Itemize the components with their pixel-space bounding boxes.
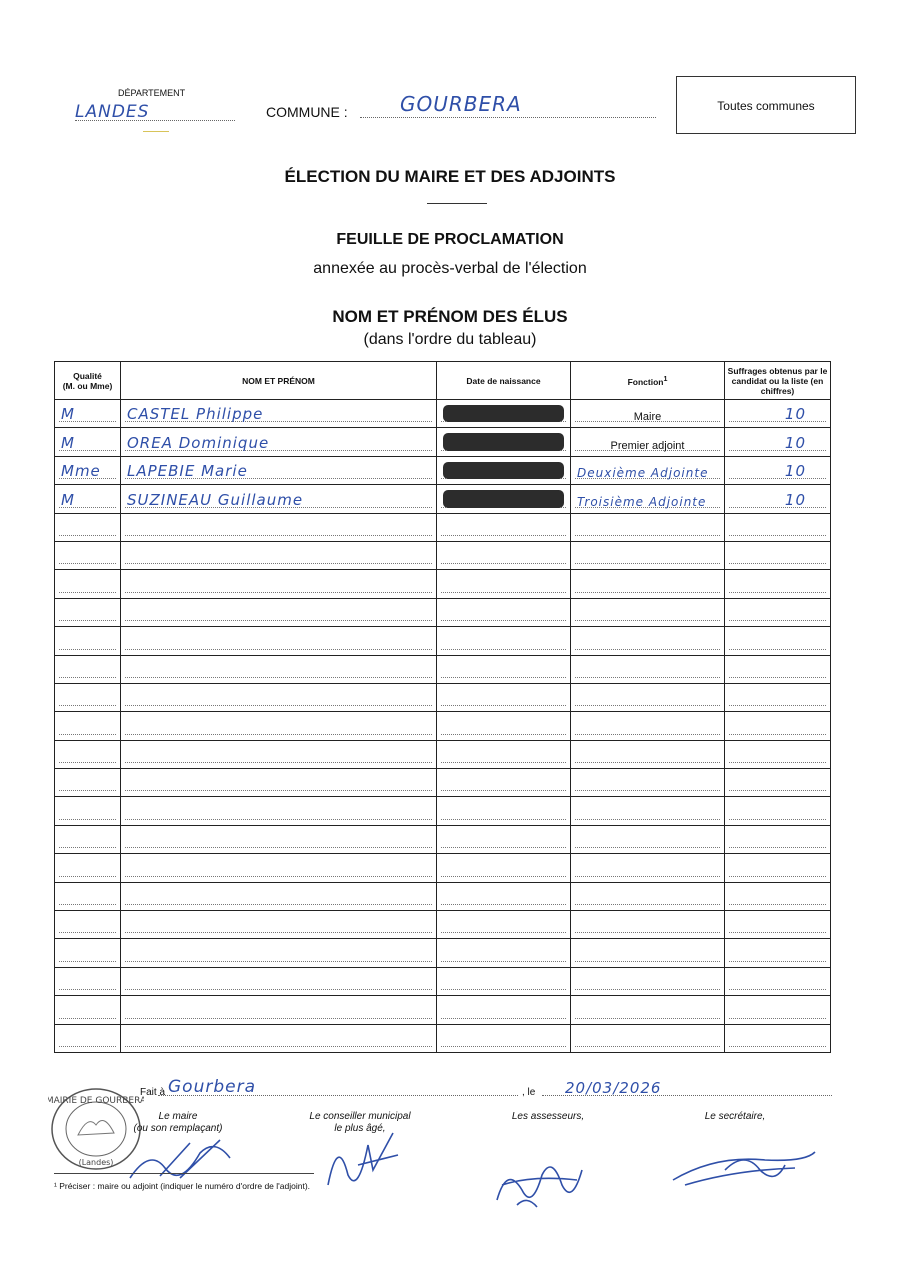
cell-fonction	[571, 627, 725, 655]
cell-date	[437, 570, 571, 598]
suffrages-value: 10	[784, 405, 806, 424]
cell-date	[437, 513, 571, 541]
cell-date	[437, 683, 571, 711]
cell-suffrages	[725, 428, 831, 456]
table-row-empty	[55, 513, 831, 541]
table-row-empty	[55, 882, 831, 910]
cell-qualite	[55, 570, 121, 598]
redaction-mark	[443, 462, 564, 479]
table-row-empty	[55, 541, 831, 569]
cell-nom	[121, 712, 437, 740]
cell-suffrages	[725, 854, 831, 882]
suffrages-value: 10	[784, 490, 806, 509]
cell-fonction	[571, 939, 725, 967]
fonction-value: Troisième Adjointe	[577, 494, 707, 509]
nom-value: CASTEL Philippe	[127, 405, 264, 424]
cell-qualite	[55, 882, 121, 910]
departement-mark	[143, 131, 169, 132]
cell-fonction	[571, 570, 725, 598]
cell-date	[437, 939, 571, 967]
elus-table	[54, 361, 831, 1053]
cell-fonction	[571, 655, 725, 683]
table-row-empty	[55, 797, 831, 825]
fait-label: Fait à	[140, 1087, 166, 1098]
cell-qualite	[55, 967, 121, 995]
cell-nom	[121, 598, 437, 626]
cell-date	[437, 428, 571, 456]
departement-label: DÉPARTEMENT	[118, 88, 186, 98]
cell-date	[437, 769, 571, 797]
table-row-empty	[55, 598, 831, 626]
cell-fonction	[571, 854, 725, 882]
cell-nom	[121, 627, 437, 655]
cell-nom	[121, 456, 437, 484]
departement-underline	[75, 120, 235, 121]
conseiller-signature	[318, 1125, 408, 1200]
annexe-subtitle: annexée au procès-verbal de l'élection	[313, 260, 587, 277]
cell-suffrages	[725, 882, 831, 910]
ordre-subtitle: (dans l'ordre du tableau)	[363, 331, 537, 348]
fait-underline	[158, 1095, 518, 1096]
cell-nom	[121, 911, 437, 939]
table-row-empty	[55, 570, 831, 598]
cell-qualite	[55, 541, 121, 569]
cell-nom	[121, 939, 437, 967]
cell-fonction	[571, 797, 725, 825]
qualite-value: M	[61, 433, 75, 452]
cell-suffrages	[725, 513, 831, 541]
header-nom: NOM ET PRÉNOM	[121, 362, 437, 400]
cell-suffrages	[725, 740, 831, 768]
maire-signature-label: Le maire (ou son remplaçant)	[133, 1111, 223, 1134]
cell-date	[437, 627, 571, 655]
qualite-value: M	[61, 405, 75, 424]
cell-nom	[121, 513, 437, 541]
cell-fonction	[571, 400, 725, 428]
cell-date	[437, 541, 571, 569]
table-row	[55, 485, 831, 513]
table-row-empty	[55, 683, 831, 711]
departement-value: LANDES	[75, 102, 150, 122]
secretaire-signature-label: Le secrétaire,	[704, 1111, 766, 1122]
cell-nom	[121, 996, 437, 1024]
redaction-mark	[443, 490, 564, 507]
cell-fonction	[571, 683, 725, 711]
cell-fonction	[571, 456, 725, 484]
cell-suffrages	[725, 1024, 831, 1052]
table-header-row	[55, 362, 831, 400]
cell-qualite	[55, 740, 121, 768]
cell-suffrages	[725, 797, 831, 825]
fonction-value: Deuxième Adjointe	[577, 466, 709, 481]
cell-suffrages	[725, 683, 831, 711]
cell-nom	[121, 825, 437, 853]
cell-date	[437, 740, 571, 768]
commune-underline	[360, 117, 656, 118]
assesseurs-signature-label: Les assesseurs,	[511, 1111, 585, 1122]
nom-value: SUZINEAU Guillaume	[127, 490, 304, 509]
qualite-value: M	[61, 490, 75, 509]
redaction-mark	[443, 405, 564, 422]
cell-nom	[121, 541, 437, 569]
cell-nom	[121, 769, 437, 797]
cell-fonction	[571, 598, 725, 626]
cell-nom	[121, 683, 437, 711]
cell-date	[437, 825, 571, 853]
cell-fonction	[571, 996, 725, 1024]
table-row	[55, 456, 831, 484]
conseiller-signature-label: Le conseiller municipal le plus âgé,	[309, 1111, 411, 1134]
cell-qualite	[55, 797, 121, 825]
feuille-title: FEUILLE DE PROCLAMATION	[336, 231, 564, 248]
cell-date	[437, 911, 571, 939]
cell-date	[437, 1024, 571, 1052]
cell-date	[437, 996, 571, 1024]
cell-qualite	[55, 456, 121, 484]
cell-suffrages	[725, 825, 831, 853]
title-divider	[427, 203, 487, 204]
qualite-value: Mme	[61, 462, 101, 481]
commune-value: GOURBERA	[400, 92, 522, 116]
table-row-empty	[55, 939, 831, 967]
cell-date	[437, 797, 571, 825]
cell-qualite	[55, 598, 121, 626]
cell-suffrages	[725, 996, 831, 1024]
cell-nom	[121, 740, 437, 768]
cell-nom	[121, 655, 437, 683]
secretaire-signature	[665, 1140, 825, 1195]
cell-fonction	[571, 769, 725, 797]
cell-suffrages	[725, 939, 831, 967]
table-row-empty	[55, 911, 831, 939]
header-suffrages: Suffrages obtenus par le candidat ou la liste (en chiffres)	[725, 362, 831, 400]
date-underline	[542, 1095, 832, 1096]
cell-qualite	[55, 627, 121, 655]
cell-suffrages	[725, 456, 831, 484]
footnote: ¹ Préciser : maire ou adjoint (indiquer le numéro d'ordre de l'adjoint).	[54, 1181, 311, 1191]
cell-nom	[121, 485, 437, 513]
svg-text:MAIRIE DE GOURBERA: MAIRIE DE GOURBERA	[48, 1096, 144, 1106]
cell-fonction	[571, 513, 725, 541]
commune-label: COMMUNE :	[266, 104, 348, 120]
table-row	[55, 428, 831, 456]
cell-qualite	[55, 911, 121, 939]
cell-suffrages	[725, 485, 831, 513]
cell-date	[437, 485, 571, 513]
nom-value: OREA Dominique	[127, 433, 270, 452]
cell-qualite	[55, 996, 121, 1024]
cell-nom	[121, 428, 437, 456]
cell-date	[437, 967, 571, 995]
table-row-empty	[55, 712, 831, 740]
table-row-empty	[55, 825, 831, 853]
header-date: Date de naissance	[437, 362, 571, 400]
cell-suffrages	[725, 400, 831, 428]
elus-title: NOM ET PRÉNOM DES ÉLUS	[332, 307, 568, 326]
cell-nom	[121, 400, 437, 428]
table-row-empty	[55, 854, 831, 882]
svg-text:(Landes): (Landes)	[78, 1158, 114, 1167]
cell-fonction	[571, 882, 725, 910]
table-row-empty	[55, 627, 831, 655]
cell-suffrages	[725, 712, 831, 740]
assesseurs-signature	[482, 1145, 592, 1220]
cell-fonction	[571, 740, 725, 768]
cell-suffrages	[725, 911, 831, 939]
cell-qualite	[55, 513, 121, 541]
fonction-value: Maire	[633, 411, 662, 424]
toutes-communes-box: Toutes communes	[676, 76, 856, 134]
header-qualite: Qualité (M. ou Mme)	[55, 362, 121, 400]
cell-nom	[121, 570, 437, 598]
cell-date	[437, 456, 571, 484]
le-label: , le	[522, 1087, 536, 1098]
header-fonction: Fonction$^1$	[571, 362, 725, 400]
cell-fonction	[571, 541, 725, 569]
table-row-empty	[55, 655, 831, 683]
cell-date	[437, 655, 571, 683]
cell-fonction	[571, 428, 725, 456]
cell-fonction	[571, 1024, 725, 1052]
cell-fonction	[571, 911, 725, 939]
cell-suffrages	[725, 541, 831, 569]
cell-nom	[121, 1024, 437, 1052]
cell-fonction	[571, 967, 725, 995]
cell-suffrages	[725, 598, 831, 626]
cell-date	[437, 400, 571, 428]
cell-nom	[121, 967, 437, 995]
cell-fonction	[571, 712, 725, 740]
suffrages-value: 10	[784, 462, 806, 481]
maire-signature	[120, 1128, 250, 1188]
cell-qualite	[55, 400, 121, 428]
table-row-empty	[55, 967, 831, 995]
cell-fonction	[571, 485, 725, 513]
cell-qualite	[55, 683, 121, 711]
cell-suffrages	[725, 967, 831, 995]
cell-date	[437, 882, 571, 910]
cell-nom	[121, 882, 437, 910]
table-row-empty	[55, 1024, 831, 1052]
main-title: ÉLECTION DU MAIRE ET DES ADJOINTS	[284, 167, 616, 186]
cell-suffrages	[725, 769, 831, 797]
cell-nom	[121, 854, 437, 882]
cell-fonction	[571, 825, 725, 853]
table-row-empty	[55, 996, 831, 1024]
cell-qualite	[55, 769, 121, 797]
table-row-empty	[55, 740, 831, 768]
cell-suffrages	[725, 627, 831, 655]
cell-suffrages	[725, 655, 831, 683]
cell-date	[437, 854, 571, 882]
footnote-divider	[54, 1173, 314, 1174]
cell-qualite	[55, 428, 121, 456]
date-value: 20/03/2026	[565, 1079, 662, 1097]
cell-qualite	[55, 712, 121, 740]
table-row	[55, 400, 831, 428]
table-row-empty	[55, 769, 831, 797]
cell-qualite	[55, 1024, 121, 1052]
cell-date	[437, 598, 571, 626]
nom-value: LAPEBIE Marie	[127, 462, 248, 481]
fonction-value: Premier adjoint	[610, 439, 685, 452]
cell-qualite	[55, 825, 121, 853]
cell-date	[437, 712, 571, 740]
cell-qualite	[55, 655, 121, 683]
cell-qualite	[55, 939, 121, 967]
fait-value: Gourbera	[168, 1077, 256, 1097]
cell-qualite	[55, 854, 121, 882]
cell-qualite	[55, 485, 121, 513]
cell-suffrages	[725, 570, 831, 598]
cell-nom	[121, 797, 437, 825]
suffrages-value: 10	[784, 433, 806, 452]
redaction-mark	[443, 433, 564, 450]
